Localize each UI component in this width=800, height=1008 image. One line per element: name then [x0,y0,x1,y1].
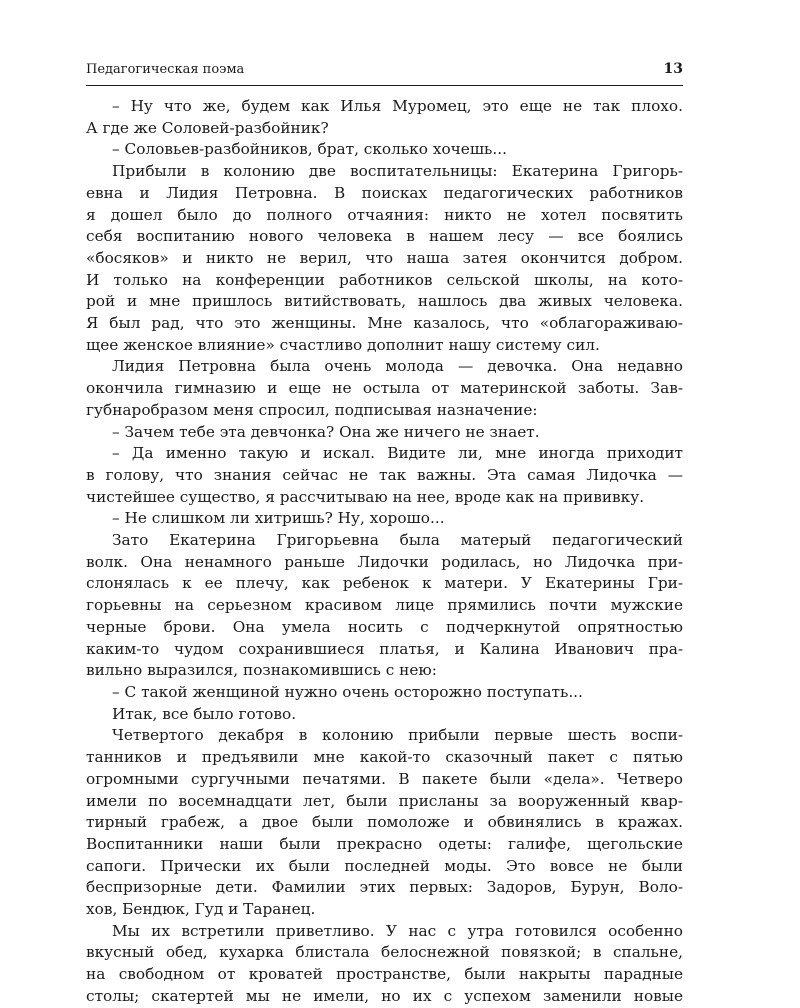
text-line: Воспитанники наши были прекрасно одеты: галифе, щегольские [86,834,683,853]
text-line: в голову, что знания сейчас не так важны. Эта самая Лидочка — [86,465,683,484]
text-line: имели по восемнадцати лет, были присланы за вооруженный квар- [86,791,683,810]
text-line: вкусный обед, кухарка блистала белоснежной повязкой; в спальне, [86,943,683,962]
text-line: «босяков» и никто не верил, что наша затея окончится добром. [86,248,683,267]
text-line: волк. Она ненамного раньше Лидочки родилась, но Лидочка при- [86,552,683,571]
text-line: огромными сургучными печатями. В пакете были «дела». Четверо [86,769,683,788]
text-line: Я был рад, что это женщины. Мне казалось, что «облагораживаю- [86,314,683,333]
text-line: – Не слишком ли хитришь? Ну, хорошо... [112,509,445,528]
text-line: каким-то чудом сохранившиеся платья, и Калина Иванович пра- [86,639,683,658]
text-line: танников и предъявили мне какой-то сказочный пакет с пятью [86,748,683,767]
text-line: Мы их встретили приветливо. У нас с утра готовился особенно [112,921,683,940]
text-line: Прибыли в колонию две воспитательницы: Екатерина Григорь- [112,162,683,181]
text-line: – Зачем тебе эта девчонка? Она же ничего не знает. [112,422,540,441]
text-line: И только на конференции работников сельской школы, на кото- [86,270,683,289]
text-line: А где же Соловей-разбойник? [86,118,329,137]
text-line: вильно выразился, познакомившись с нею: [86,661,437,680]
text-line: – Ну что же, будем как Илья Муромец, это еще не так плохо. [112,97,683,115]
text-line: хов, Бендюк, Гуд и Таранец. [86,900,316,919]
text-line: черные брови. Она умела носить с подчеркнутой опрятностью [86,617,683,636]
text-line: щее женское влияние» счастливо дополнит нашу систему сил. [86,335,600,354]
text-line: на свободном от кроватей пространстве, были накрыты парадные [86,965,683,984]
text-line: сапоги. Прически их были последней моды. Это вовсе не были [86,856,683,875]
body-text [86,96,683,1008]
text-line: губнаробразом меня спросил, подписывая назначение: [86,400,538,419]
text-line: себя воспитанию нового человека в нашем лесу — все боялись [86,227,683,246]
text-line: столы; скатертей мы не имели, но их с успехом заменили новые [86,986,683,1005]
text-line: чистейшее существо, я рассчитываю на нее, вроде как на прививку. [86,487,645,506]
text-line: окончила гимназию и еще не остыла от материнской заботы. Зав- [86,379,683,398]
running-title: Педагогическая поэма [86,62,245,77]
text-line: Лидия Петровна была очень молода — девочка. Она недавно [112,357,683,376]
text-line: Зато Екатерина Григорьевна была матерый педагогический [112,531,683,550]
text-line: горьевны на серьезном красивом лице прямились почти мужские [86,596,683,615]
text-line: – Соловьев-разбойников, брат, сколько хочешь... [112,140,507,159]
text-line: я дошел было до полного отчаяния: никто не хотел посвятить [86,205,683,224]
text-line: – Да именно такую и искал. Видите ли, мне иногда приходит [112,444,683,463]
header-rule [86,85,683,86]
text-line: – С такой женщиной нужно очень осторожно поступать... [112,682,583,701]
page-number: 13 [663,61,683,77]
text-line: слонялась к ее плечу, как ребенок к матери. У Екатерины Гри- [86,574,683,593]
text-line: Итак, все было готово. [112,704,297,723]
text-line: Четвертого декабря в колонию прибыли первые шесть воспи- [112,726,683,745]
text-line: рой и мне пришлось витийствовать, нашлось два живых человека. [86,292,683,311]
page-header [86,61,683,83]
text-line: тирный грабеж, а двое были помоложе и обвинялись в кражах. [86,813,683,832]
text-line: евна и Лидия Петровна. В поисках педагогических работников [86,183,683,202]
text-line: беспризорные дети. Фамилии этих первых: Задоров, Бурун, Воло- [86,878,683,897]
